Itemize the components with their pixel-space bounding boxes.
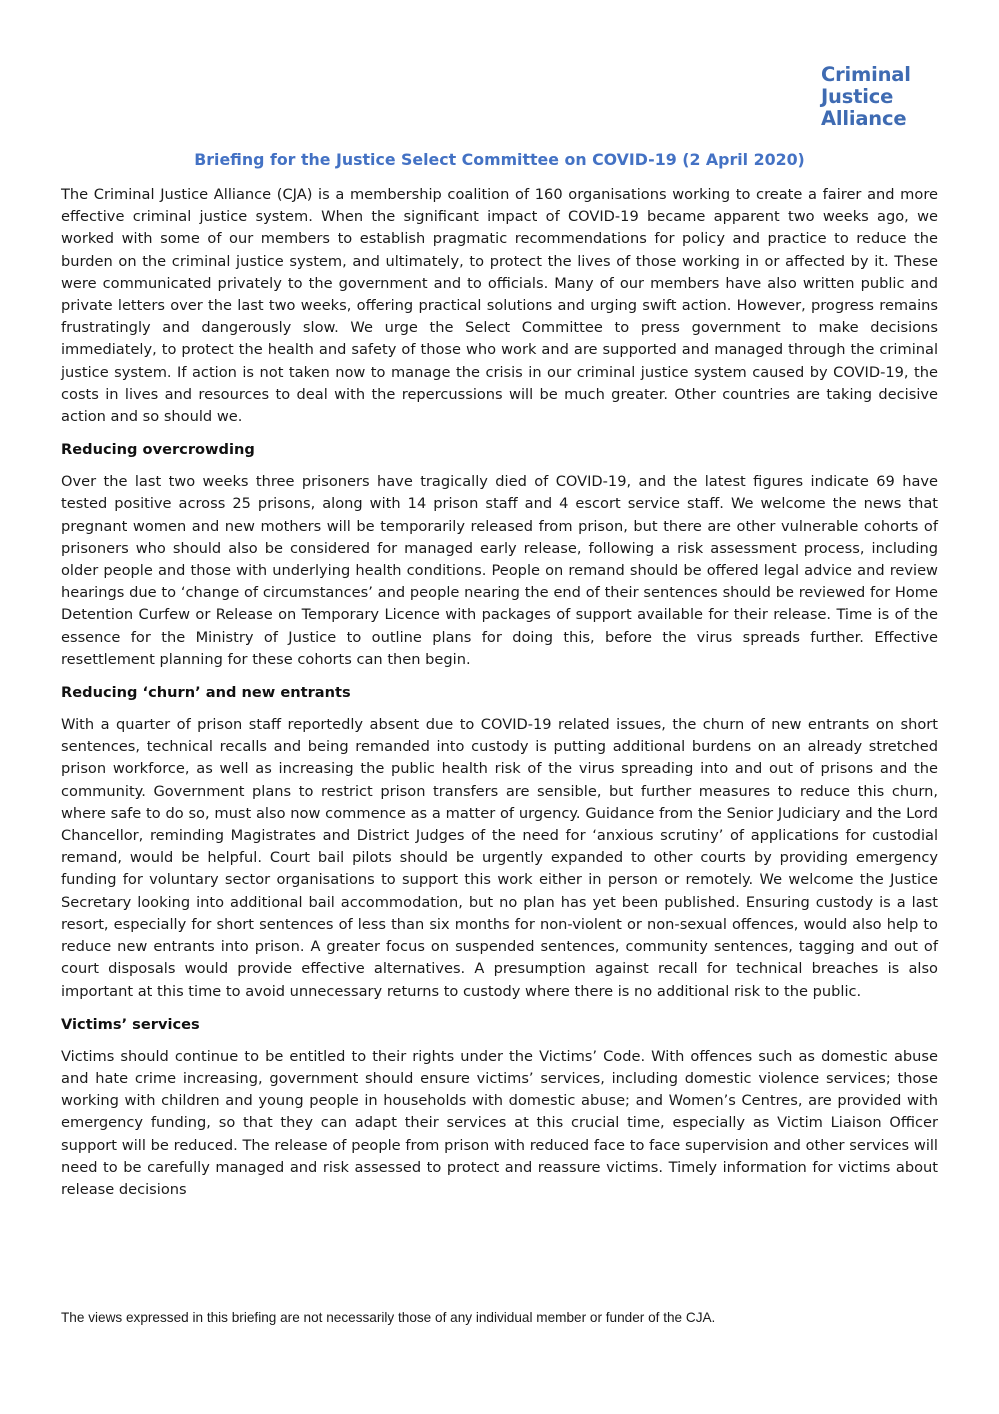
footer-disclaimer: The views expressed in this briefing are not necessarily those of any individual member or funder of the CJA. xyxy=(61,1310,716,1325)
section-body-overcrowding: Over the last two weeks three prisoners have tragically died of COVID-19, and the latest figures indicate 69 have tested positive across 25 prisons, along with 14 prison staff and 4 escort service staff. We welcome the news that pregnant women and new mothers will be temporarily released from prison, but there are other vulnerable cohorts of prisoners who should also be considered for managed early release, following a risk assessment process, including older people and those with underlying health conditions. People on remand should be offered legal advice and review hearings due to ‘change of circumstances’ and people nearing the end of their sentences should be reviewed for Home Detention Curfew or Release on Temporary Licence with packages of support available for their release. Time is of the essence for the Ministry of Justice to outline plans for doing this, before the virus spreads further. Effective resettlement planning for these cohorts can then begin. xyxy=(61,473,938,668)
logo-line-alliance: Alliance xyxy=(821,107,907,130)
intro-paragraph: The Criminal Justice Alliance (CJA) is a membership coalition of 160 organisations working to create a fairer and more effective criminal justice system. When the significant impact of COVID-19 became apparent two weeks ago, we worked with some of our members to establish pragmatic recommendations for policy and practice to reduce the burden on the criminal justice system, and ultimately, to protect the lives of those working in or affected by it. These were communicated privately to the government and to officials. Many of our members have also written public and private letters over the last two weeks, offering practical solutions and urging swift action. However, progress remains frustratingly and dangerously slow. We urge the Select Committee to press government to make decisions immediately, to protect the health and safety of those who work and are supported and managed through the criminal justice system. If action is not taken now to manage the crisis in our criminal justice system caused by COVID-19, the costs in lives and resources to deal with the repercussions will be much greater. Other countries are taking decisive action and so should we. xyxy=(61,186,938,426)
logo-line-justice: Justice xyxy=(821,85,894,108)
section-body-victims: Victims should continue to be entitled to their rights under the Victims’ Code. With offences such as domestic abuse and hate crime increasing, government should ensure victims’ services, including domestic violence services; those working with children and young people in households with domestic abuse; and Women’s Centres, are provided with emergency funding, so that they can adapt their services at this crucial time, especially as Victim Liaison Officer support will be reduced. The release of people from prison with reduced face to face supervision and other services will need to be carefully managed and risk assessed to protect and reassure victims. Timely information for victims about release decisions xyxy=(61,1047,938,1198)
section-heading-churn: Reducing ‘churn’ and new entrants xyxy=(61,684,351,702)
section-body-churn: With a quarter of prison staff reportedly absent due to COVID-19 related issues, the churn of new entrants on short sentences, technical recalls and being remanded into custody is putting additional burdens on an already stretched prison workforce, as well as increasing the public health risk of the virus spreading into and out of prisons and the community. Government plans to restrict prison transfers are sensible, but further measures to reduce this churn, where safe to do so, must also now commence as a matter of urgency. Guidance from the Senior Judiciary and the Lord Chancellor, reminding Magistrates and District Judges of the need for ‘anxious scrutiny’ of applications for custodial remand, would be helpful. Court bail pilots should be urgently expanded to other courts by providing emergency funding for voluntary sector organisations to support this work either in person or remotely. We welcome the Justice Secretary looking into additional bail accommodation, but no plan has yet been published. Ensuring custody is a last resort, especially for short sentences of less than six months for non-violent or non-sexual offences, would also help to reduce new entrants into prison. A greater focus on suspended sentences, community sentences, tagging and out of court disposals would provide effective alternatives. A presumption against recall for technical breaches is also important at this time to avoid unnecessary returns to custody where there is no additional risk to the public. xyxy=(61,716,938,1000)
cja-logo xyxy=(821,64,911,130)
logo-line-criminal: Criminal xyxy=(821,63,911,86)
document-title: Briefing for the Justice Select Committee on COVID-19 (2 April 2020) xyxy=(194,150,805,169)
section-heading-overcrowding: Reducing overcrowding xyxy=(61,441,255,459)
document-body xyxy=(61,184,938,1201)
section-heading-victims: Victims’ services xyxy=(61,1015,200,1033)
